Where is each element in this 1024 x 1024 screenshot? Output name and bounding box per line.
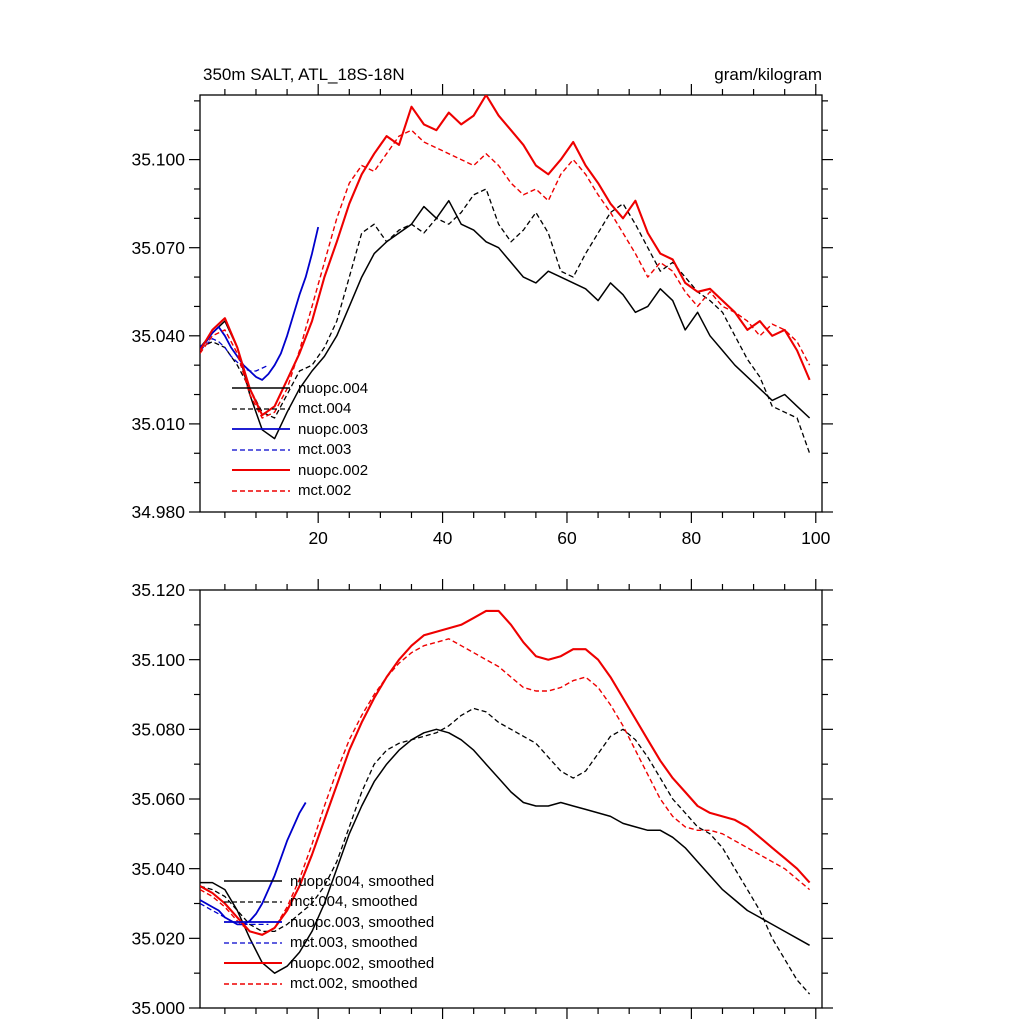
- legend-label: mct.003: [298, 441, 352, 459]
- legend-item: [222, 871, 434, 892]
- legend-item: [222, 912, 434, 933]
- x-tick-label: 60: [557, 528, 577, 548]
- legend-line-sample: [222, 953, 284, 973]
- legend-line-sample: [222, 892, 284, 912]
- y-tick-label: 35.100: [131, 149, 185, 170]
- y-tick-label: 35.020: [131, 928, 185, 949]
- legend-line-sample: [222, 974, 284, 994]
- legend-item: [230, 460, 368, 481]
- legend-label: mct.002: [298, 482, 352, 500]
- y-tick-label: 35.100: [131, 649, 185, 670]
- series-nuopc.003: [200, 227, 318, 380]
- y-tick-label: 35.120: [131, 580, 185, 601]
- legend-line-sample: [222, 912, 284, 932]
- chart-1-tick-labels: [131, 580, 185, 1018]
- legend-item: [222, 933, 434, 954]
- legend-line-sample: [230, 460, 292, 480]
- x-tick-label: 20: [308, 528, 328, 548]
- x-tick-label: 100: [801, 528, 831, 548]
- units-label: gram/kilogram: [714, 65, 822, 84]
- legend-label: mct.004, smoothed: [290, 893, 418, 911]
- legend-line-sample: [230, 378, 292, 398]
- y-tick-label: 35.040: [131, 858, 185, 879]
- x-tick-label: 40: [432, 528, 453, 548]
- legend-label: mct.004: [298, 400, 352, 418]
- y-tick-label: 35.010: [131, 414, 185, 435]
- legend-label: nuopc.003: [298, 420, 369, 438]
- legend-item: [230, 399, 368, 420]
- legend-top: [230, 378, 368, 501]
- y-tick-label: 34.980: [131, 502, 185, 523]
- legend-label: nuopc.002, smoothed: [290, 954, 435, 972]
- legend-item: [222, 953, 434, 974]
- y-tick-label: 35.000: [131, 998, 185, 1019]
- series-mct.002: [200, 130, 810, 418]
- legend-line-sample: [222, 933, 284, 953]
- legend-item: [222, 974, 434, 995]
- legend-line-sample: [230, 481, 292, 501]
- series-mct.003: [200, 339, 268, 371]
- x-tick-label: 80: [681, 528, 702, 548]
- legend-label: nuopc.003, smoothed: [290, 913, 435, 931]
- legend-line-sample: [230, 440, 292, 460]
- legend-line-sample: [230, 399, 292, 419]
- legend-bottom: [222, 871, 434, 994]
- y-tick-label: 35.080: [131, 719, 185, 740]
- legend-label: mct.003, smoothed: [290, 934, 418, 952]
- legend-line-sample: [222, 871, 284, 891]
- legend-item: [230, 440, 368, 461]
- y-tick-label: 35.070: [131, 237, 185, 258]
- legend-item: [230, 378, 368, 399]
- legend-label: nuopc.004: [298, 379, 369, 397]
- legend-label: nuopc.002: [298, 461, 369, 479]
- y-tick-label: 35.040: [131, 325, 185, 346]
- legend-line-sample: [230, 419, 292, 439]
- legend-item: [222, 892, 434, 913]
- legend-item: [230, 419, 368, 440]
- chart-title: 350m SALT, ATL_18S-18N: [203, 65, 405, 84]
- legend-label: nuopc.004, smoothed: [290, 872, 435, 890]
- y-tick-label: 35.060: [131, 789, 185, 810]
- legend-label: mct.002, smoothed: [290, 975, 418, 993]
- legend-item: [230, 481, 368, 502]
